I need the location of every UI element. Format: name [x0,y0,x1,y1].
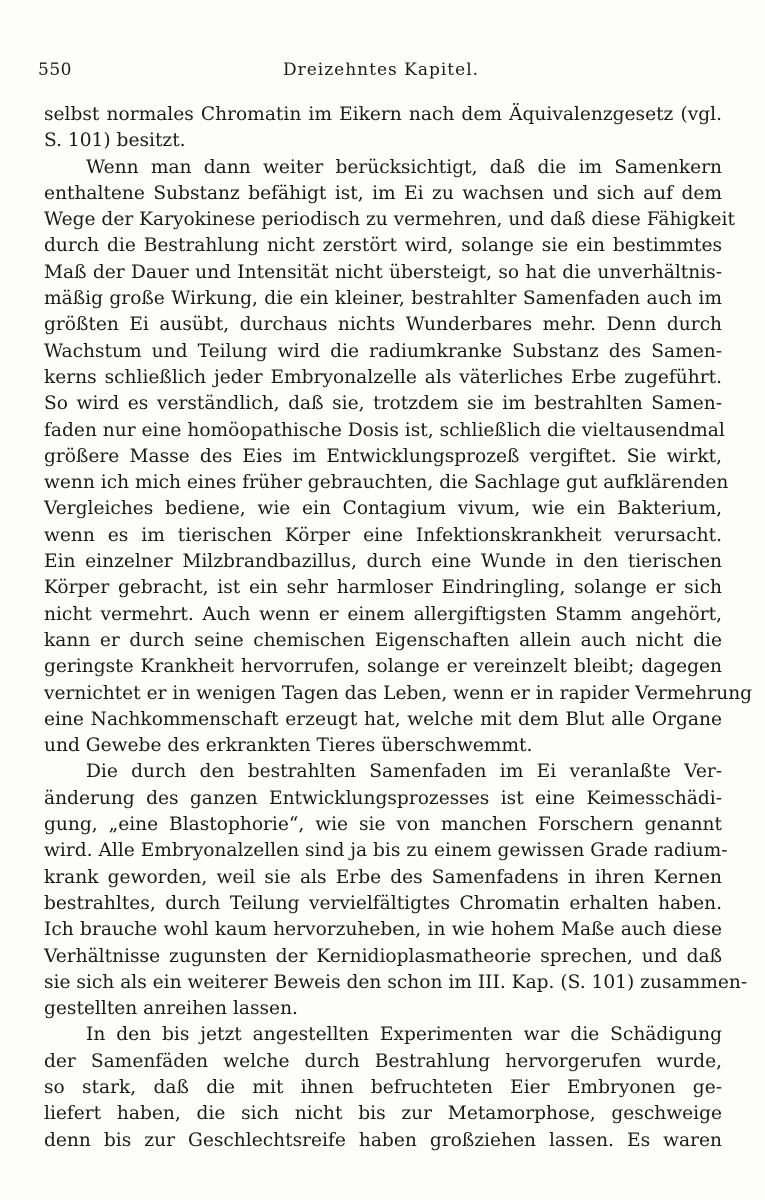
body-text [44,102,753,1154]
text-line: eine Nachkommenschaft erzeugt hat, welche mit dem Blut alle Organe [44,708,722,730]
text-line: der Samenfäden welche durch Bestrahlung hervorgerufen wurde, [44,1050,722,1072]
text-line: mäßig große Wirkung, die ein kleiner, bestrahlter Samenfaden auch im [44,288,722,310]
text-line: nicht vermehrt. Auch wenn er einem allergiftigsten Stamm angehört, [44,603,722,625]
page-header [36,60,726,90]
text-line: wird. Alle Embryonalzellen sind ja bis zu einem gewissen Grade radium- [44,840,728,862]
text-line: faden nur eine homöopathische Dosis ist, schließlich die vieltausendmal [44,419,725,441]
text-line: S. 101) besitzt. [44,130,186,152]
text-line: Wege der Karyokinese periodisch zu vermehren, und daß diese Fähigkeit [44,209,735,231]
text-line: So wird es verständlich, daß sie, trotzdem sie im bestrahlten Samen- [44,393,722,415]
text-line: In den bis jetzt angestellten Experimenten war die Schädigung [86,1024,722,1046]
text-line: selbst normales Chromatin im Eikern nach dem Äquivalenzgesetz (vgl. [44,104,722,125]
text-line: größere Masse des Eies im Entwicklungsprozeß vergiftet. Sie wirkt, [44,445,722,467]
text-line: Wachstum und Teilung wird die radiumkranke Substanz des Samen- [44,340,722,362]
text-line: gestellten anreihen lassen. [44,998,298,1020]
text-line: sie sich als ein weiterer Beweis den schon im III. Kap. (S. 101) zusammen- [44,971,748,993]
text-line: geringste Krankheit hervorrufen, solange er vereinzelt bleibt; dagegen [44,656,722,678]
running-title: Dreizehntes Kapitel. [282,60,480,80]
text-line: Ein einzelner Milzbrandbazillus, durch eine Wunde in den tierischen [44,551,722,573]
text-line: so stark, daß die mit ihnen befruchteten Eier Embryonen ge- [44,1076,722,1098]
text-line: durch die Bestrahlung nicht zerstört wird, solange sie ein bestimmtes [44,235,722,257]
text-line: Maß der Dauer und Intensität nicht übersteigt, so hat die unverhältnis- [44,261,722,283]
text-line: und Gewebe des erkrankten Tieres überschwemmt. [44,735,533,757]
text-line: Vergleiches bediene, wie ein Contagium vivum, wie ein Bakterium, [44,498,722,520]
text-line: Körper gebracht, ist ein sehr harmloser Eindringling, solange er sich [44,577,722,599]
text-line: größten Ei ausübt, durchaus nichts Wunderbares mehr. Denn durch [44,314,722,336]
text-line: kerns schließlich jeder Embryonalzelle als väterliches Erbe zugeführt. [44,366,722,388]
text-line: Verhältnisse zugunsten der Kernidioplasmatheorie sprechen, und daß [44,945,722,967]
text-line: Wenn man dann weiter berücksichtigt, daß die im Samenkern [86,156,722,178]
text-line: gung, „eine Blastophorie“, wie sie von manchen Forschern genannt [44,814,722,836]
text-line: denn bis zur Geschlechtsreife haben großziehen lassen. Es waren [44,1129,722,1151]
text-line: enthaltene Substanz befähigt ist, im Ei zu wachsen und sich auf dem [44,182,722,204]
text-line: änderung des ganzen Entwicklungsprozesses ist eine Keimesschädi- [44,787,722,809]
text-line: kann er durch seine chemischen Eigenschaften allein auch nicht die [44,629,722,651]
text-line: bestrahltes, durch Teilung vervielfältigtes Chromatin erhalten haben. [44,892,722,914]
text-line: wenn es im tierischen Körper eine Infektionskrankheit verursacht. [44,524,722,546]
text-line: liefert haben, die sich nicht bis zur Metamorphose, geschweige [44,1103,722,1125]
text-line: krank geworden, weil sie als Erbe des Samenfadens in ihren Kernen [44,866,722,888]
text-line: Die durch den bestrahlten Samenfaden im Ei veranlaßte Ver- [86,761,722,783]
text-line: Ich brauche wohl kaum hervorzuheben, in wie hohem Maße auch diese [44,919,722,941]
text-line: wenn ich mich eines früher gebrauchten, die Sachlage gut aufklärenden [44,472,729,494]
page-number: 550 [38,60,72,80]
text-line: vernichtet er in wenigen Tagen das Leben, wenn er in rapider Vermehrung [44,682,753,704]
